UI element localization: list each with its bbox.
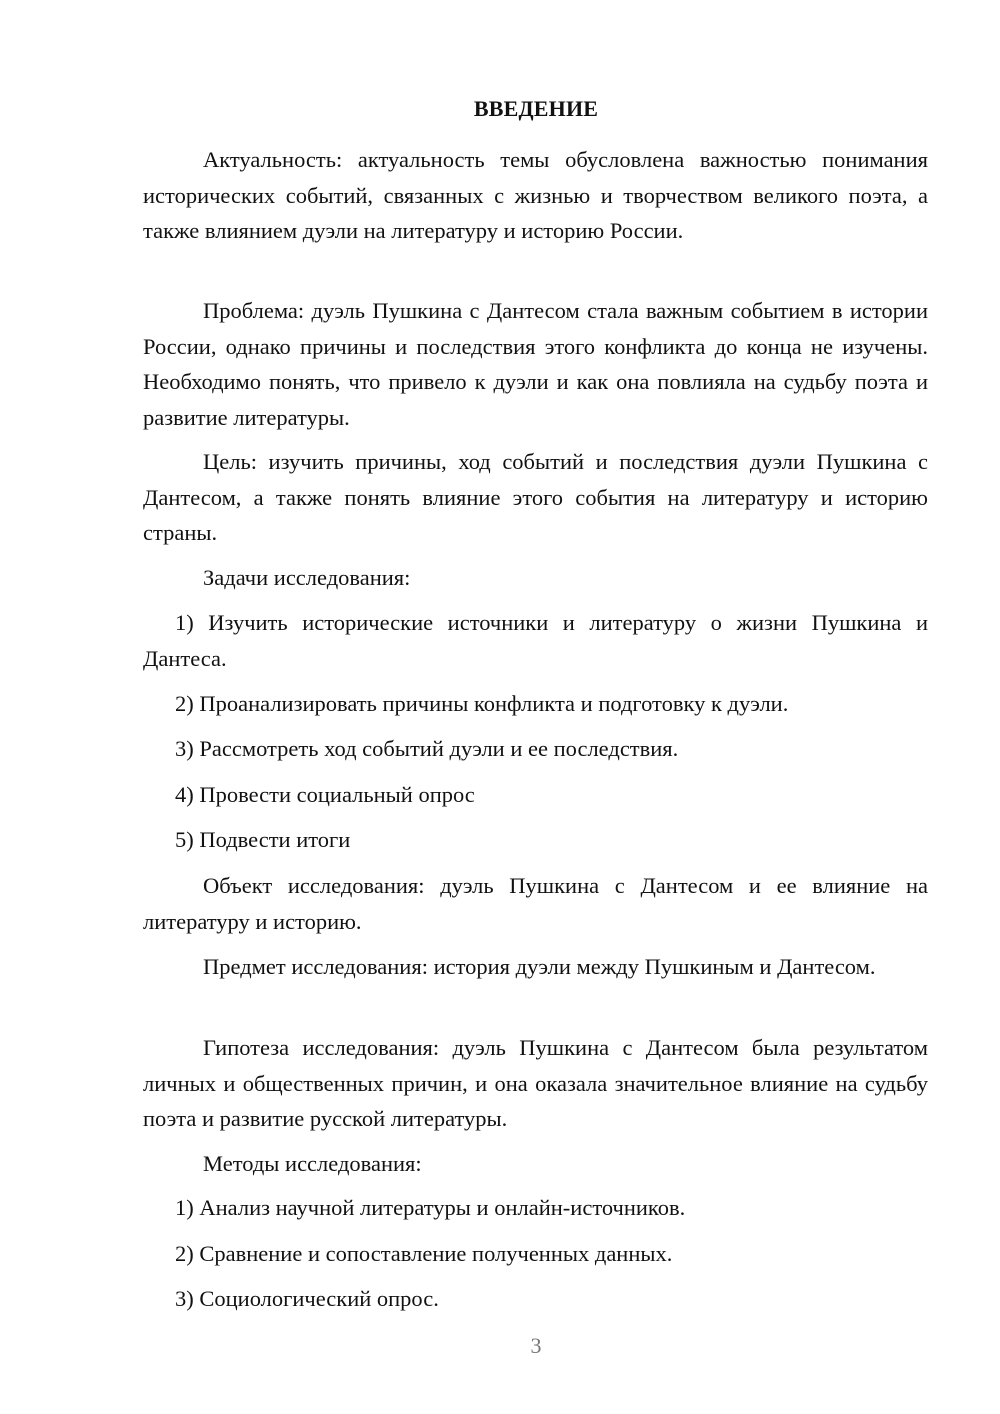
subject-paragraph: Предмет исследования: история дуэли между Пушкиным и Дантесом. — [203, 954, 876, 979]
tasks-heading: Задачи исследования: — [203, 565, 411, 590]
section-title: ВВЕДЕНИЕ — [473, 96, 599, 121]
page-number: 3 — [530, 1333, 542, 1358]
methods-heading: Методы исследования: — [203, 1151, 422, 1176]
hypothesis-paragraph: Гипотеза исследования: дуэль Пушкина с Дантесом была результатом личных и общественных причин, и она оказала значительное влияние на судьбу поэта и развитие русской литературы. — [143, 1035, 928, 1131]
method-item-1: 1) Анализ научной литературы и онлайн-источников. — [175, 1195, 686, 1220]
method-item-3: 3) Социологический опрос. — [175, 1286, 439, 1311]
method-item-2: 2) Сравнение и сопоставление полученных данных. — [175, 1241, 673, 1266]
problem-paragraph: Проблема: дуэль Пушкина с Дантесом стала важным событием в истории России, однако причины и последствия этого конфликта до конца не изучены. Необходимо понять, что привело к дуэли и как она повлияла на судьбу поэта и развитие литературы. — [143, 298, 928, 430]
task-item-5: 5) Подвести итоги — [175, 827, 351, 852]
goal-paragraph: Цель: изучить причины, ход событий и последствия дуэли Пушкина с Дантесом, а также понять влияние этого события на литературу и историю страны. — [143, 449, 928, 545]
relevance-paragraph: Актуальность: актуальность темы обусловлена важностью понимания исторических событий, связанных с жизнью и творчеством великого поэта, а также влиянием дуэли на литературу и историю России. — [143, 147, 928, 243]
task-item-1: 1) Изучить исторические источники и литературу о жизни Пушкина и Дантеса. — [143, 610, 928, 671]
object-paragraph: Объект исследования: дуэль Пушкина с Дантесом и ее влияние на литературу и историю. — [143, 873, 928, 934]
task-item-4: 4) Провести социальный опрос — [175, 782, 475, 807]
task-item-2: 2) Проанализировать причины конфликта и подготовку к дуэли. — [175, 691, 789, 716]
task-item-3: 3) Рассмотреть ход событий дуэли и ее последствия. — [175, 736, 679, 761]
